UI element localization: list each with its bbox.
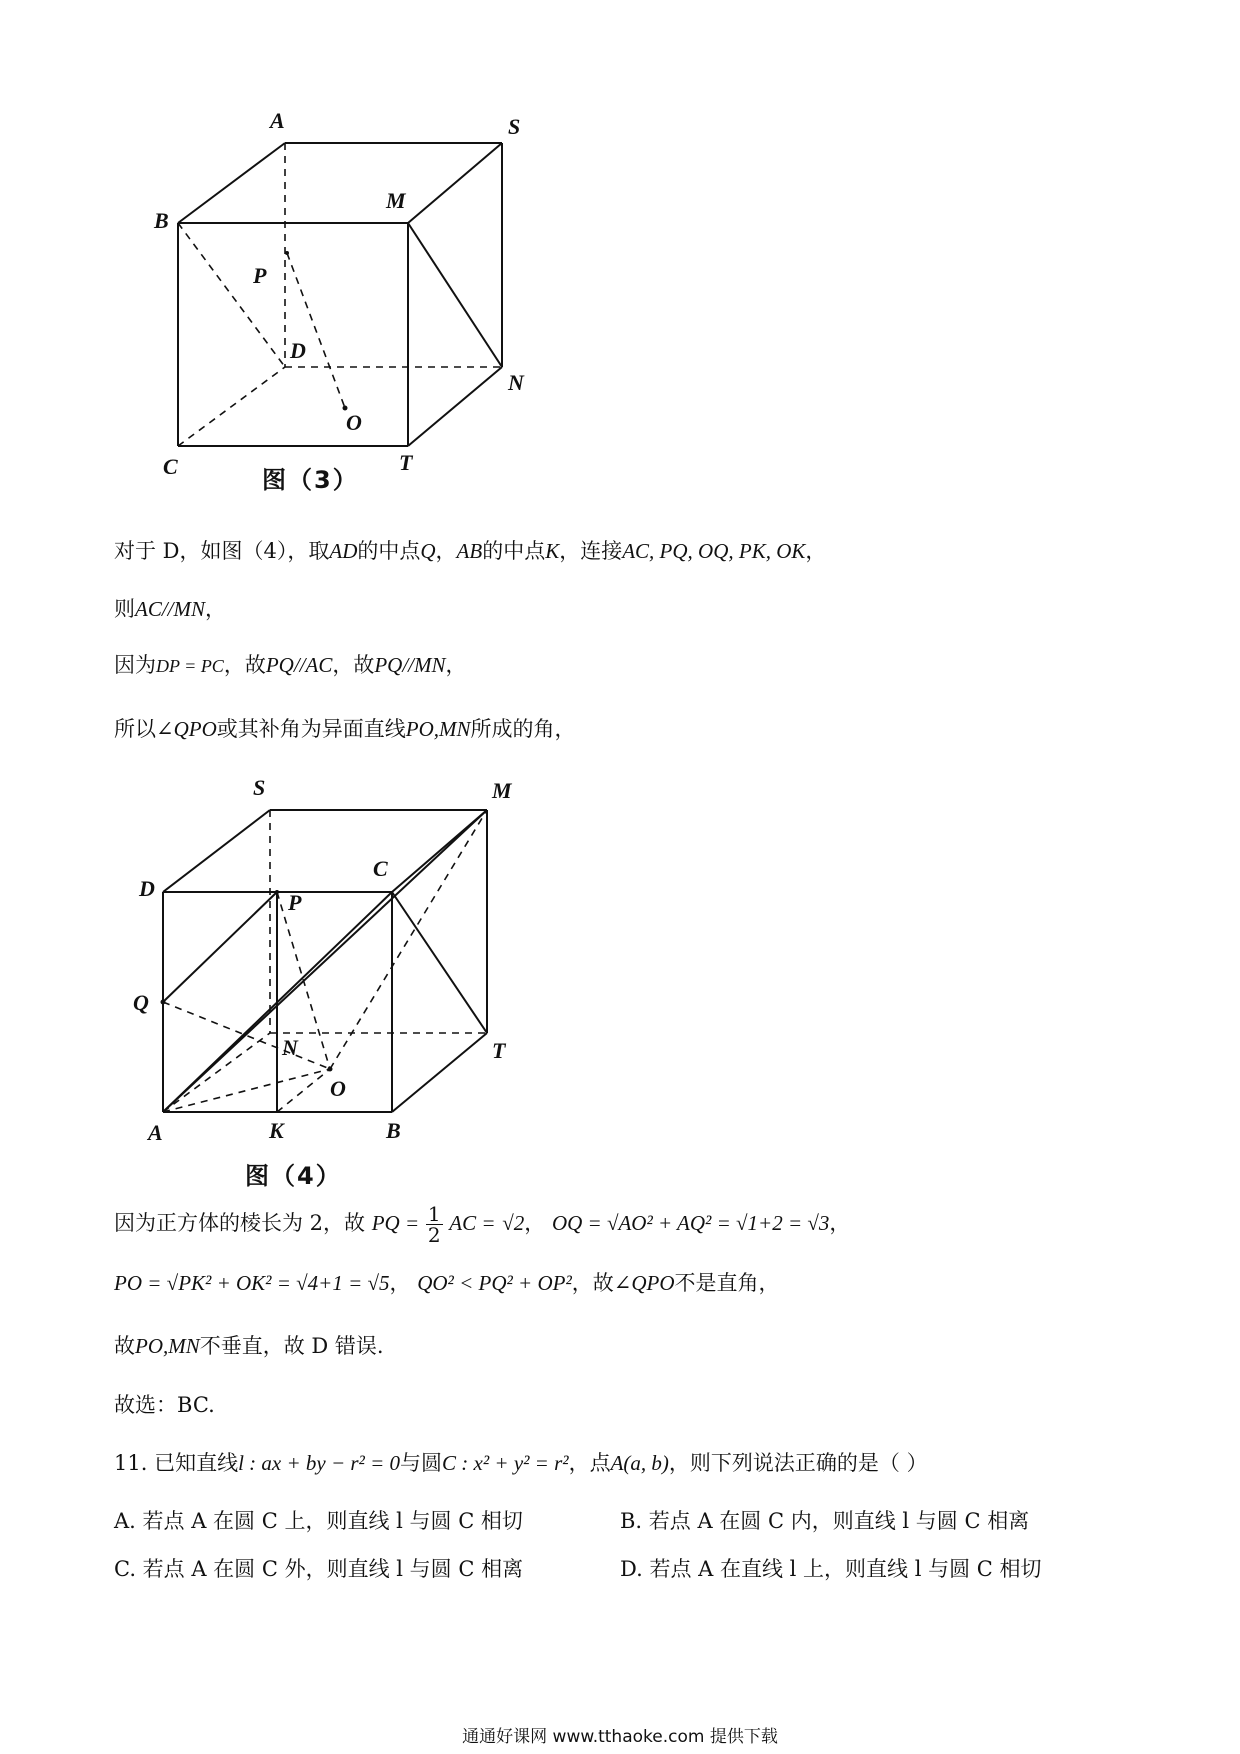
option-d: D. 若点 A 在直线 l 上，则直线 l 与圆 C 相切	[620, 1557, 1042, 1581]
fig3-label-P: P	[253, 263, 267, 288]
text-line-3: 因为DP = PC，故PQ//AC，故PQ//MN，	[114, 653, 467, 677]
option-a: A. 若点 A 在圆 C 上，则直线 l 与圆 C 相切	[114, 1509, 523, 1533]
text-line-2: 则AC//MN，	[114, 597, 227, 621]
fig4-label-D: D	[139, 876, 155, 901]
fig3-label-S: S	[508, 114, 521, 139]
fig4-label-P: P	[288, 890, 302, 915]
text-line-4: 所以∠QPO或其补角为异面直线PO,MN所成的角，	[114, 717, 576, 741]
fig3-label-D: D	[290, 338, 306, 363]
figure-3-caption: 图（3）	[262, 466, 359, 494]
figure-3-cube	[130, 95, 550, 479]
fig4-label-C: C	[373, 856, 388, 881]
option-b: B. 若点 A 在圆 C 内，则直线 l 与圆 C 相离	[620, 1509, 1030, 1533]
figure-4-caption: 图（4）	[245, 1162, 342, 1190]
fig3-label-A: A	[270, 108, 285, 133]
text-line-1: 对于 D，如图（4），取AD的中点Q，AB的中点K，连接AC, PQ, OQ, PK, OK，	[114, 539, 827, 563]
fig4-label-N: N	[282, 1035, 298, 1060]
fig4-label-O: O	[330, 1076, 346, 1101]
fig4-label-B: B	[386, 1118, 401, 1143]
fig3-label-M: M	[386, 188, 406, 213]
question-11-stem: 11. 已知直线l : ax + by − r² = 0与圆C : x² + y² = r²，点A(a, b)，则下列说法正确的是（ ）	[114, 1451, 928, 1475]
fig4-label-T: T	[492, 1038, 506, 1063]
fig4-label-A: A	[148, 1120, 163, 1145]
fig4-label-S: S	[253, 775, 266, 800]
fraction-one-half: $\frac{1}{2}$	[427, 1202, 441, 1247]
text-line-8: 故选：BC.	[114, 1393, 215, 1417]
option-c: C. 若点 A 在圆 C 外，则直线 l 与圆 C 相离	[114, 1557, 524, 1581]
fig3-label-B: B	[154, 208, 169, 233]
figure-4-cube	[130, 770, 550, 1145]
fig3-label-T-wrap	[395, 448, 425, 478]
fig4-label-K: K	[269, 1118, 284, 1143]
fig3-label-C: C	[163, 454, 178, 479]
text-line-5: 因为正方体的棱长为 2，故 PQ = $\frac{1}{2}$ AC = √2， OQ = √AO² + AQ² = √1+2 = √3，	[114, 1202, 851, 1247]
fig3-label-O: O	[346, 410, 362, 435]
fig4-label-Q: Q	[133, 990, 149, 1015]
text-line-6: PO = √PK² + OK² = √4+1 = √5， QO² < PQ² + OP²，故∠QPO不是直角，	[114, 1271, 780, 1295]
fig3-label-T: T	[399, 450, 413, 475]
fig3-label-N: N	[508, 370, 524, 395]
page-footer: 通通好课网 www.tthaoke.com 提供下载	[462, 1727, 778, 1747]
fig4-label-M: M	[492, 778, 512, 803]
text-line-7: 故PO,MN不垂直，故 D 错误.	[114, 1334, 384, 1358]
